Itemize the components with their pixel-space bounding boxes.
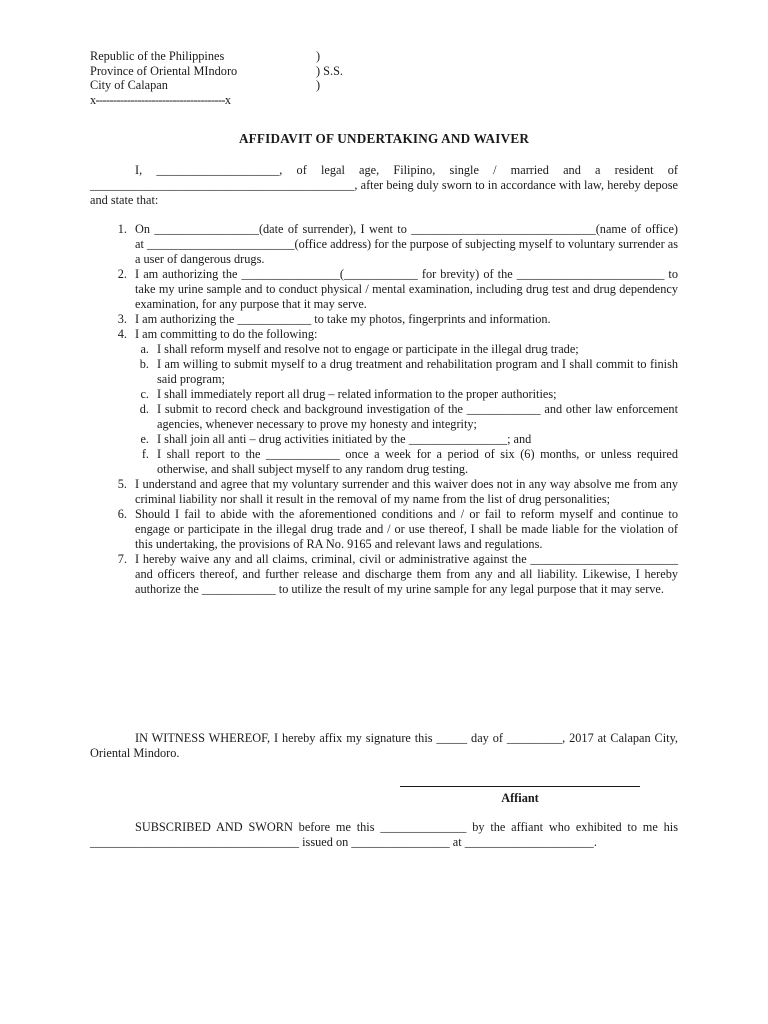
item-number: 3.: [117, 312, 127, 326]
item-text: Should I fail to abide with the aforementioned conditions and / or fail to reform myself and continue to engage or participate in the illegal drug trade and / or use thereof, I shall be made liable for the violation of this undertaking, the provisions of RA No. 9165 and relevant laws and regulations.: [135, 507, 678, 551]
item-text: On _________________(date of surrender), I went to ______________________________(name of office) at ________________________(office address) for the purpose of subjecting myself to voluntary surrender as a user of dangerous drugs.: [135, 222, 678, 266]
item-number: 2.: [117, 267, 127, 281]
sub-item: [90, 402, 678, 432]
sub-item-text: I shall join all anti – drug activities initiated by the ________________; and: [157, 432, 532, 446]
sub-item: [90, 447, 678, 477]
intro-paragraph: I, ____________________, of legal age, Filipino, single / married and a resident of ___________________________________________, after being duly sworn to in accordance with law, hereby depose and state that:: [90, 163, 678, 207]
venue-mark: ): [316, 78, 321, 92]
subscribed-paragraph: SUBSCRIBED AND SWORN before me this ______________ by the affiant who exhibited to me his __________________________________ issued on ________________ at _____________________.: [90, 820, 678, 849]
item-text: I am authorizing the ____________ to take my photos, fingerprints and information.: [135, 312, 551, 326]
sub-item: [90, 432, 678, 447]
item-text: I hereby waive any and all claims, criminal, civil or administrative against the ________________________ and officers thereof, and further release and discharge them from any and all liability. Likewise, I hereby authorize the ____________ to utilize the result of my urine sample for any legal purpose that it may serve.: [135, 552, 678, 596]
affiant-label: Affiant: [501, 791, 539, 805]
venue-block: [90, 49, 343, 107]
venue-city: City of Calapan: [90, 78, 168, 92]
list-item: [90, 507, 678, 552]
item-number: 6.: [117, 507, 127, 521]
signature-line: [400, 786, 640, 787]
sub-item-text: I shall immediately report all drug – related information to the proper authorities;: [157, 387, 557, 401]
item-number: 5.: [117, 477, 127, 491]
sub-item-letter: d.: [139, 402, 149, 416]
venue-country: Republic of the Philippines: [90, 49, 225, 63]
sub-item-text: I shall report to the ____________ once a week for a period of six (6) months, or unless required otherwise, and shall subject myself to any random drug testing.: [157, 447, 678, 476]
sub-item-text: I am willing to submit myself to a drug treatment and rehabilitation program and I shall commit to finish said program;: [157, 357, 678, 386]
sub-item: [90, 357, 678, 387]
venue-province: Province of Oriental MIndoro: [90, 63, 238, 78]
list-item: [90, 327, 678, 342]
venue-line: [90, 64, 343, 79]
list-item: [90, 267, 678, 312]
sub-item-letter: e.: [140, 432, 149, 446]
sub-item: [90, 342, 678, 357]
venue-line: [90, 78, 343, 93]
item-text: I understand and agree that my voluntary surrender and this waiver does not in any way absolve me from any criminal liability nor shall it result in the removal of my name from the list of drug personalities;: [135, 477, 678, 506]
venue-divider: x-------------------------------------x: [90, 92, 231, 107]
undertaking-list: [90, 222, 678, 597]
sub-item-text: I submit to record check and background investigation of the ____________ and other law enforcement agencies, whenever necessary to prove my honesty and integrity;: [157, 402, 678, 431]
sub-item-text: I shall reform myself and resolve not to engage or participate in the illegal drug trade;: [157, 342, 579, 356]
item-text: I am committing to do the following:: [135, 327, 318, 341]
item-number: 7.: [117, 552, 127, 566]
sub-item-letter: f.: [141, 447, 149, 461]
item-number: 4.: [117, 327, 127, 341]
list-item: [90, 552, 678, 597]
sub-item: [90, 387, 678, 402]
venue-mark: ): [316, 49, 321, 63]
document-title: AFFIDAVIT OF UNDERTAKING AND WAIVER: [238, 131, 530, 146]
sub-item-letter: a.: [140, 342, 149, 356]
venue-mark: ) S.S.: [316, 63, 343, 78]
list-item: [90, 312, 678, 327]
item-number: 1.: [117, 222, 127, 236]
sub-item-letter: c.: [140, 387, 149, 401]
item-text: I am authorizing the ________________(____________ for brevity) of the ________________________ to take my urine sample and to conduct physical / mental examination, including drug test and drug dependency examination, for any purpose that it may serve.: [135, 267, 678, 311]
sub-item-letter: b.: [139, 357, 149, 371]
list-item: [90, 477, 678, 507]
list-item: [90, 222, 678, 267]
venue-line: [90, 49, 343, 64]
witness-paragraph: IN WITNESS WHEREOF, I hereby affix my signature this _____ day of _________, 2017 at Calapan City, Oriental Mindoro.: [90, 731, 678, 760]
